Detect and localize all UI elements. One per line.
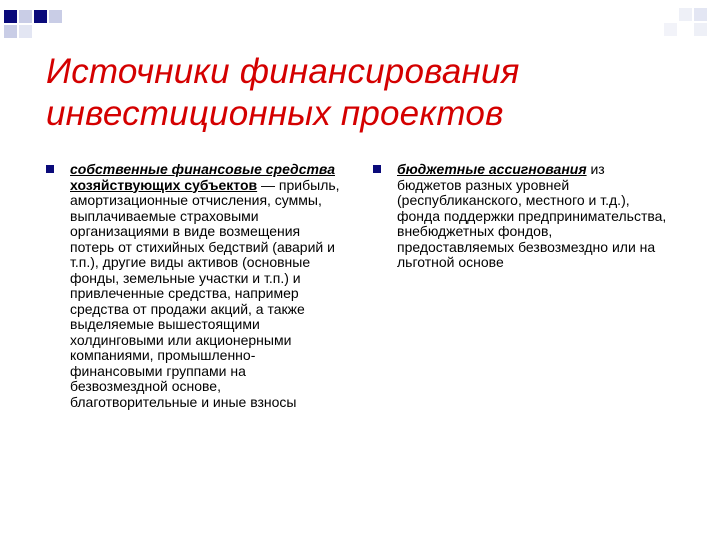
title-line-2: инвестиционных проектов xyxy=(46,94,504,133)
left-body-text: — прибыль, амортизационные отчисления, суммы, выплачиваемые страховыми организациями в виде возмещения потерь от стихийных бедствий (аварий и т.п.), другие виды активов (основные фонды, земельные участки и т.п.) и привлеченные средства, например средства от продажи акций, а также выделяемые вышестоящими холдинговыми или акционерными компаниями, промышленно-финансовыми группами на безвозмездной основе, благотворительные и иные взносы xyxy=(70,176,340,410)
left-column xyxy=(46,162,346,410)
right-bullet-text xyxy=(397,162,667,271)
corner-decoration xyxy=(0,0,720,48)
corner-square xyxy=(19,10,32,23)
right-emphasis-term: бюджетные ассигнования xyxy=(397,161,587,177)
corner-square xyxy=(664,23,677,36)
left-bold-term: хозяйствующих субъектов xyxy=(70,176,258,193)
slide-title xyxy=(46,51,686,135)
corner-square xyxy=(64,10,77,23)
left-emphasis-term: собственные финансовые средства xyxy=(70,161,335,177)
bullet-square-icon xyxy=(46,165,54,173)
corner-square xyxy=(49,10,62,23)
right-column xyxy=(373,162,673,271)
corner-square xyxy=(4,10,17,23)
corner-square xyxy=(4,25,17,38)
bullet-square-icon xyxy=(373,165,381,173)
corner-square xyxy=(19,25,32,38)
title-line-1: Источники финансирования xyxy=(46,52,520,91)
corner-square xyxy=(34,25,47,38)
right-body-text: из бюджетов разных уровней (республиканского, местного и т.д.), фонда поддержки предпринимательства, внебюджетных фондов, предоставляемых безвозмездно или на льготной основе xyxy=(397,161,667,270)
left-bullet-text xyxy=(70,162,340,410)
corner-square xyxy=(679,8,692,21)
corner-square xyxy=(694,23,707,36)
corner-square xyxy=(34,10,47,23)
corner-square xyxy=(694,8,707,21)
